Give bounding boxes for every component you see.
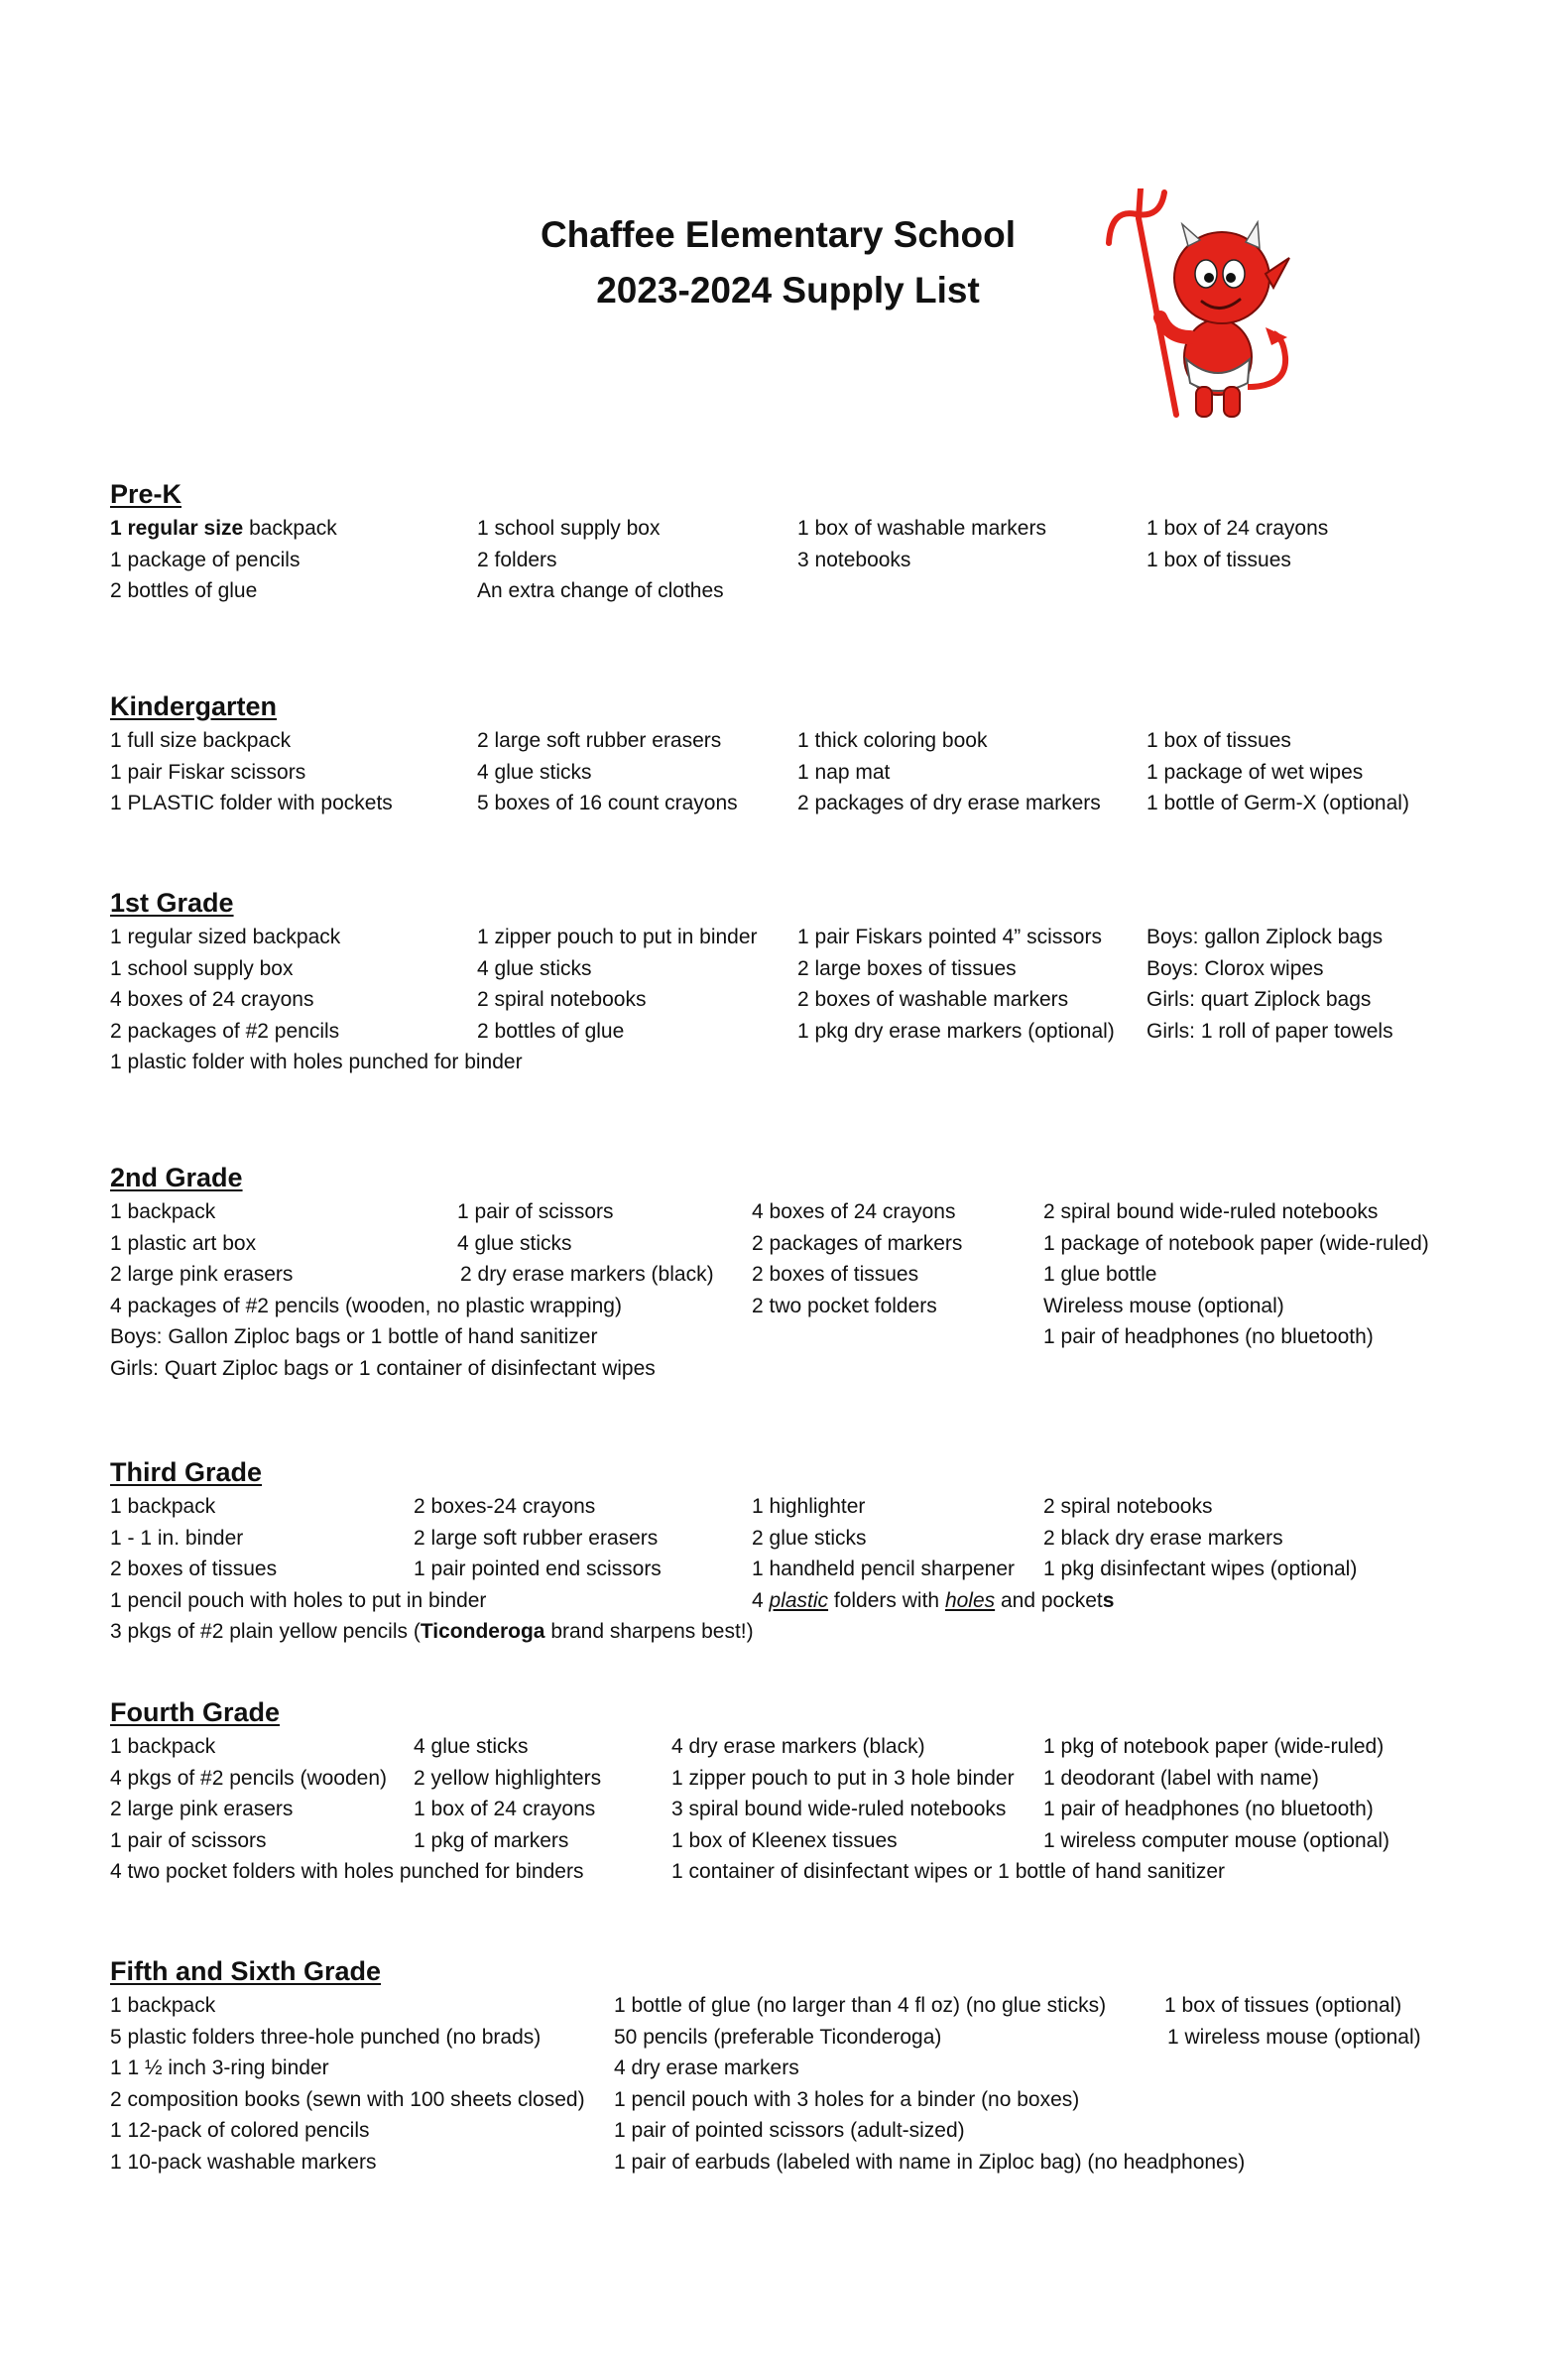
list-row <box>110 1291 1284 1322</box>
list-item: Boys: Clorox wipes <box>1146 956 1324 980</box>
list-item: Wireless mouse (optional) <box>1043 1294 1284 1317</box>
list-item: 1 backpack <box>110 1735 216 1758</box>
list-row <box>110 575 724 607</box>
list-item: 1 pair Fiskars pointed 4” scissors <box>797 926 1102 948</box>
fourth-grade-section <box>110 1697 1389 1888</box>
list-item: 1 10-pack washable markers <box>110 2150 377 2174</box>
list-item: 1 box of Kleenex tissues <box>671 1828 898 1852</box>
list-item: 3 pkgs of #2 plain yellow pencils (Ticonderoga brand sharpens best!) <box>110 1620 754 1644</box>
list-item: 2 packages of dry erase markers <box>797 792 1101 815</box>
list-item: 4 glue sticks <box>457 1231 572 1255</box>
list-item: 2 bottles of glue <box>477 1019 625 1043</box>
fifth-sixth-grade-heading: Fifth and Sixth Grade <box>110 1956 382 1986</box>
list-row <box>110 953 1324 985</box>
list-item: 1 pencil pouch with 3 holes for a binder (no boxes) <box>614 2087 1080 2111</box>
list-item: 4 boxes of 24 crayons <box>110 988 314 1012</box>
list-item: 2 folders <box>477 548 557 571</box>
list-item: 4 glue sticks <box>477 956 592 980</box>
list-row <box>110 1047 523 1078</box>
list-item: 1 pair of pointed scissors (adult-sized) <box>614 2119 965 2143</box>
list-item: 2 dry erase markers (black) <box>460 1263 714 1287</box>
list-item: 1 12-pack of colored pencils <box>110 2119 370 2143</box>
list-item: 1 - 1 in. binder <box>110 1526 244 1550</box>
list-row <box>110 1321 1374 1353</box>
list-item: 1 full size backpack <box>110 729 292 752</box>
list-row <box>110 1491 1213 1523</box>
list-row <box>110 2053 799 2084</box>
list-item: 1 pair pointed end scissors <box>414 1558 662 1581</box>
list-item: 2 boxes of tissues <box>752 1263 919 1287</box>
list-row <box>110 1523 1283 1555</box>
second-grade-section <box>110 1163 1429 1385</box>
prek-section <box>110 479 1329 607</box>
third-grade-section <box>110 1457 1358 1648</box>
list-item: 1 plastic folder with holes punched for binder <box>110 1051 523 1074</box>
list-item: 1 pair of headphones (no bluetooth) <box>1043 1798 1374 1821</box>
list-row <box>110 1990 1402 2022</box>
list-row <box>110 725 1291 757</box>
list-item: Boys: Gallon Ziploc bags or 1 bottle of hand sanitizer <box>110 1325 598 1349</box>
list-item: 1 zipper pouch to put in 3 hole binder <box>671 1766 1015 1790</box>
list-row <box>110 2115 965 2147</box>
list-item: 1 box of washable markers <box>797 517 1046 540</box>
list-item: 1 backpack <box>110 1495 216 1518</box>
list-row <box>110 1353 656 1385</box>
list-item: 1 backpack <box>110 1994 216 2017</box>
list-item: 4 pkgs of #2 pencils (wooden) <box>110 1766 387 1790</box>
list-item: 4 dry erase markers (black) <box>671 1735 925 1758</box>
list-item: 1 wireless computer mouse (optional) <box>1043 1828 1389 1852</box>
list-row <box>110 1825 1389 1857</box>
list-item: 1 PLASTIC folder with pockets <box>110 792 393 815</box>
list-row <box>110 1585 1115 1617</box>
list-item: 1 pair of scissors <box>457 1200 614 1223</box>
list-item: 1 wireless mouse (optional) <box>1167 2025 1421 2049</box>
list-row <box>110 1259 1157 1291</box>
list-item: 1 box of tissues <box>1146 729 1291 752</box>
list-item: Girls: 1 roll of paper towels <box>1146 1019 1393 1043</box>
list-item: 1 nap mat <box>797 760 891 784</box>
list-item: 4 packages of #2 pencils (wooden, no plastic wrapping) <box>110 1294 622 1317</box>
red-devil-mascot-icon <box>1099 188 1297 427</box>
list-item: 2 boxes of tissues <box>110 1558 278 1581</box>
list-item: 4 boxes of 24 crayons <box>752 1200 956 1223</box>
list-item: 2 large soft rubber erasers <box>414 1526 659 1550</box>
list-row <box>110 2147 1246 2179</box>
list-row <box>110 1731 1385 1763</box>
list-item: 2 packages of #2 pencils <box>110 1019 340 1043</box>
list-item: Boys: gallon Ziplock bags <box>1146 926 1384 948</box>
list-item: 2 spiral notebooks <box>1043 1495 1213 1518</box>
list-item: 2 boxes of washable markers <box>797 988 1069 1012</box>
list-item: 1 deodorant (label with name) <box>1043 1766 1319 1790</box>
list-item: 2 large pink erasers <box>110 1798 294 1821</box>
list-item: 1 pair Fiskar scissors <box>110 760 306 784</box>
list-item: 1 regular sized backpack <box>110 926 341 948</box>
list-item: 1 pkg of markers <box>414 1828 569 1852</box>
list-item: 1 school supply box <box>477 517 661 540</box>
list-item: 1 glue bottle <box>1043 1263 1157 1287</box>
list-row <box>110 1196 1379 1228</box>
list-item: 4 glue sticks <box>477 760 592 784</box>
list-item: 2 packages of markers <box>752 1231 963 1255</box>
list-item: 1 pair of headphones (no bluetooth) <box>1043 1325 1374 1349</box>
list-item: 1 handheld pencil sharpener <box>752 1558 1016 1581</box>
list-item: 2 large pink erasers <box>110 1263 294 1287</box>
list-item: 1 pkg disinfectant wipes (optional) <box>1043 1558 1358 1581</box>
list-item: 1 plastic art box <box>110 1231 257 1255</box>
list-item: 1 pkg of notebook paper (wide-ruled) <box>1043 1735 1385 1758</box>
list-row <box>110 2084 1080 2116</box>
list-item: 1 pair of earbuds (labeled with name in Ziploc bag) (no headphones) <box>614 2150 1246 2174</box>
prek-heading: Pre-K <box>110 479 182 509</box>
list-row <box>110 1763 1319 1795</box>
list-item: 5 boxes of 16 count crayons <box>477 792 738 815</box>
list-item: 1 box of tissues <box>1146 548 1291 571</box>
list-item: Girls: Quart Ziploc bags or 1 container of disinfectant wipes <box>110 1356 656 1380</box>
list-item: 1 thick coloring book <box>797 729 988 752</box>
list-item: 4 two pocket folders with holes punched for binders <box>110 1860 584 1884</box>
list-item: 2 spiral notebooks <box>477 988 647 1012</box>
list-item: 4 plastic folders with holes and pockets <box>752 1588 1115 1612</box>
list-item: 1 package of pencils <box>110 548 301 571</box>
list-item: 1 highlighter <box>752 1495 866 1518</box>
list-item: 1 box of 24 crayons <box>414 1798 596 1821</box>
list-item: 1 1 ½ inch 3-ring binder <box>110 2056 329 2080</box>
list-item: 3 spiral bound wide-ruled notebooks <box>671 1798 1007 1821</box>
list-item: 1 bottle of Germ-X (optional) <box>1146 792 1409 815</box>
list-item: 50 pencils (preferable Ticonderoga) <box>614 2025 942 2049</box>
list-row <box>110 757 1364 789</box>
list-item: 2 bottles of glue <box>110 579 258 603</box>
first-grade-heading: 1st Grade <box>110 888 234 918</box>
list-item: 1 school supply box <box>110 956 294 980</box>
list-item: 2 yellow highlighters <box>414 1766 602 1790</box>
list-row <box>110 1616 754 1648</box>
list-row <box>110 1228 1429 1260</box>
list-item: 1 bottle of glue (no larger than 4 fl oz) (no glue sticks) <box>614 1994 1107 2017</box>
list-row <box>110 922 1384 953</box>
list-item: Girls: quart Ziplock bags <box>1146 988 1372 1012</box>
list-item: 2 large boxes of tissues <box>797 956 1017 980</box>
list-row <box>110 2022 1421 2054</box>
kindergarten-heading: Kindergarten <box>110 691 278 721</box>
first-grade-section <box>110 888 1393 1078</box>
list-row <box>110 545 1291 576</box>
second-grade-heading: 2nd Grade <box>110 1163 243 1192</box>
list-item: 2 composition books (sewn with 100 sheets closed) <box>110 2087 585 2111</box>
list-item: 4 dry erase markers <box>614 2056 799 2080</box>
list-item: 3 notebooks <box>797 548 911 571</box>
list-item: 1 package of notebook paper (wide-ruled) <box>1043 1231 1429 1255</box>
list-item: 1 pkg dry erase markers (optional) <box>797 1019 1115 1043</box>
list-item: 2 black dry erase markers <box>1043 1526 1283 1550</box>
list-item: 1 pencil pouch with holes to put in binder <box>110 1588 487 1612</box>
school-name-heading: Chaffee Elementary School <box>540 214 1017 255</box>
third-grade-heading: Third Grade <box>110 1457 263 1487</box>
list-item: 2 spiral bound wide-ruled notebooks <box>1043 1200 1379 1223</box>
list-row <box>110 1554 1358 1585</box>
list-row <box>110 1794 1374 1825</box>
list-item: 1 package of wet wipes <box>1146 760 1364 784</box>
list-item: 1 regular size backpack <box>110 517 337 540</box>
fifth-sixth-grade-section <box>110 1956 1421 2179</box>
list-row <box>110 1856 1225 1888</box>
kindergarten-section <box>110 691 1409 819</box>
list-row <box>110 1016 1393 1048</box>
list-item: 1 pair of scissors <box>110 1828 267 1852</box>
list-item: 2 boxes-24 crayons <box>414 1495 596 1518</box>
list-item: 2 glue sticks <box>752 1526 867 1550</box>
list-row <box>110 513 1329 545</box>
list-row <box>110 984 1372 1016</box>
list-item: 5 plastic folders three-hole punched (no brads) <box>110 2025 542 2049</box>
list-item: 1 backpack <box>110 1200 216 1223</box>
list-item: 1 zipper pouch to put in binder <box>477 926 758 948</box>
list-item: 1 box of tissues (optional) <box>1164 1994 1402 2017</box>
list-item: 4 glue sticks <box>414 1735 529 1758</box>
list-item: 1 container of disinfectant wipes or 1 bottle of hand sanitizer <box>671 1860 1225 1884</box>
list-row <box>110 788 1409 819</box>
list-item: 2 large soft rubber erasers <box>477 729 722 752</box>
list-item: An extra change of clothes <box>477 579 724 603</box>
supply-list-year-heading: 2023-2024 Supply List <box>596 270 980 311</box>
list-item: 2 two pocket folders <box>752 1294 937 1317</box>
list-item: 1 box of 24 crayons <box>1146 517 1329 540</box>
fourth-grade-heading: Fourth Grade <box>110 1697 281 1727</box>
